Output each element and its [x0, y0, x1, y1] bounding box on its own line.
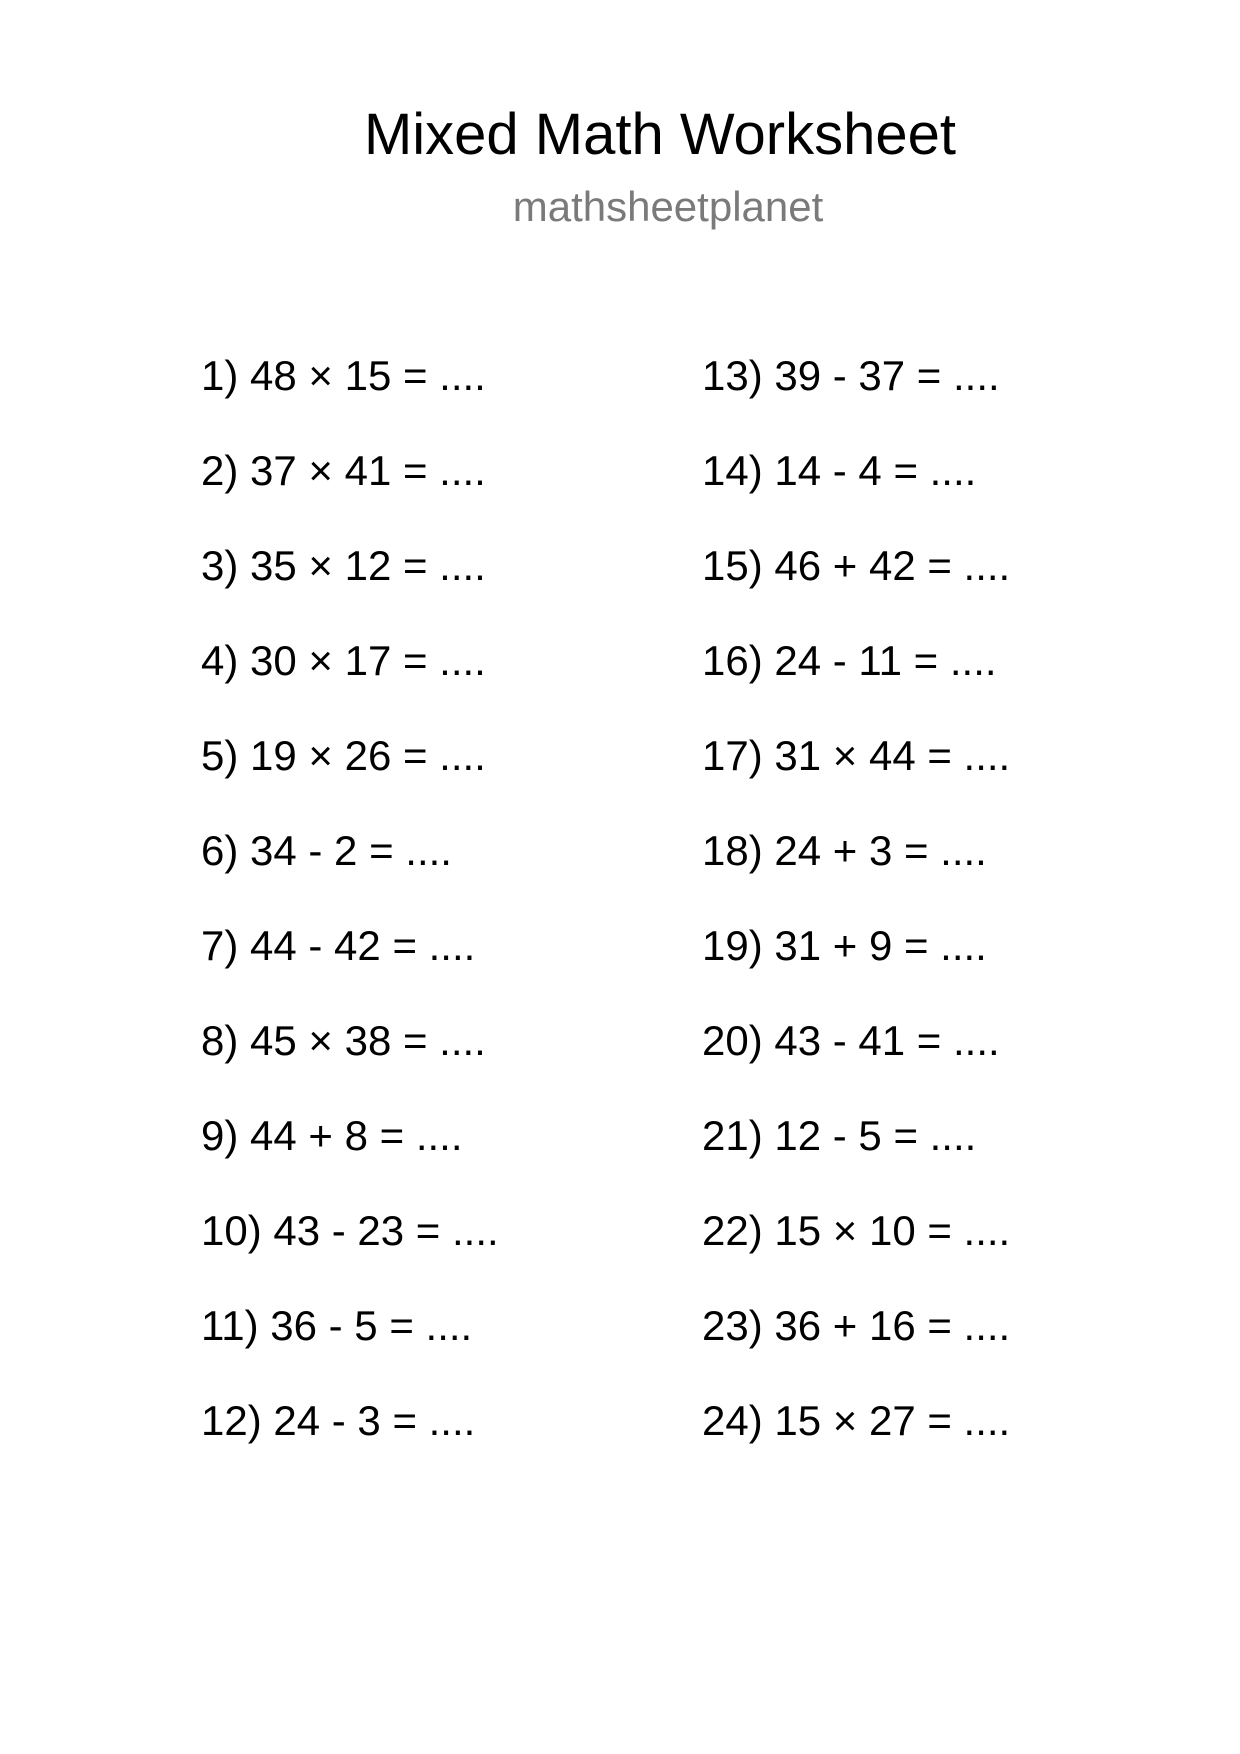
- problem-2: 2) 37 × 41 = ....: [201, 447, 486, 494]
- problem-20: 20) 43 - 41 = ....: [702, 1017, 1000, 1064]
- problem-17: 17) 31 × 44 = ....: [702, 732, 1011, 779]
- problem-6: 6) 34 - 2 = ....: [201, 827, 452, 874]
- problem-11: 11) 36 - 5 = ....: [201, 1302, 473, 1349]
- problem-24: 24) 15 × 27 = ....: [702, 1397, 1011, 1444]
- problem-list-left: [201, 348, 499, 1488]
- problem-5: 5) 19 × 26 = ....: [201, 732, 486, 779]
- problem-10: 10) 43 - 23 = ....: [201, 1207, 499, 1254]
- problem-8: 8) 45 × 38 = ....: [201, 1017, 486, 1064]
- problem-13: 13) 39 - 37 = ....: [702, 352, 1000, 399]
- problem-12: 12) 24 - 3 = ....: [201, 1397, 476, 1444]
- problem-1: 1) 48 × 15 = ....: [201, 352, 486, 399]
- problem-19: 19) 31 + 9 = ....: [702, 922, 987, 969]
- problem-18: 18) 24 + 3 = ....: [702, 827, 987, 874]
- problem-23: 23) 36 + 16 = ....: [702, 1302, 1011, 1349]
- problem-7: 7) 44 - 42 = ....: [201, 922, 476, 969]
- problem-22: 22) 15 × 10 = ....: [702, 1207, 1011, 1254]
- problem-14: 14) 14 - 4 = ....: [702, 447, 977, 494]
- problem-3: 3) 35 × 12 = ....: [201, 542, 486, 589]
- page-title: Mixed Math Worksheet: [363, 102, 957, 167]
- problem-15: 15) 46 + 42 = ....: [702, 542, 1011, 589]
- problem-4: 4) 30 × 17 = ....: [201, 637, 486, 684]
- problem-21: 21) 12 - 5 = ....: [702, 1112, 977, 1159]
- problem-9: 9) 44 + 8 = ....: [201, 1112, 463, 1159]
- problem-16: 16) 24 - 11 = ....: [702, 637, 997, 684]
- site-name: mathsheetplanet: [512, 183, 824, 230]
- problem-list-right: [702, 348, 1010, 1488]
